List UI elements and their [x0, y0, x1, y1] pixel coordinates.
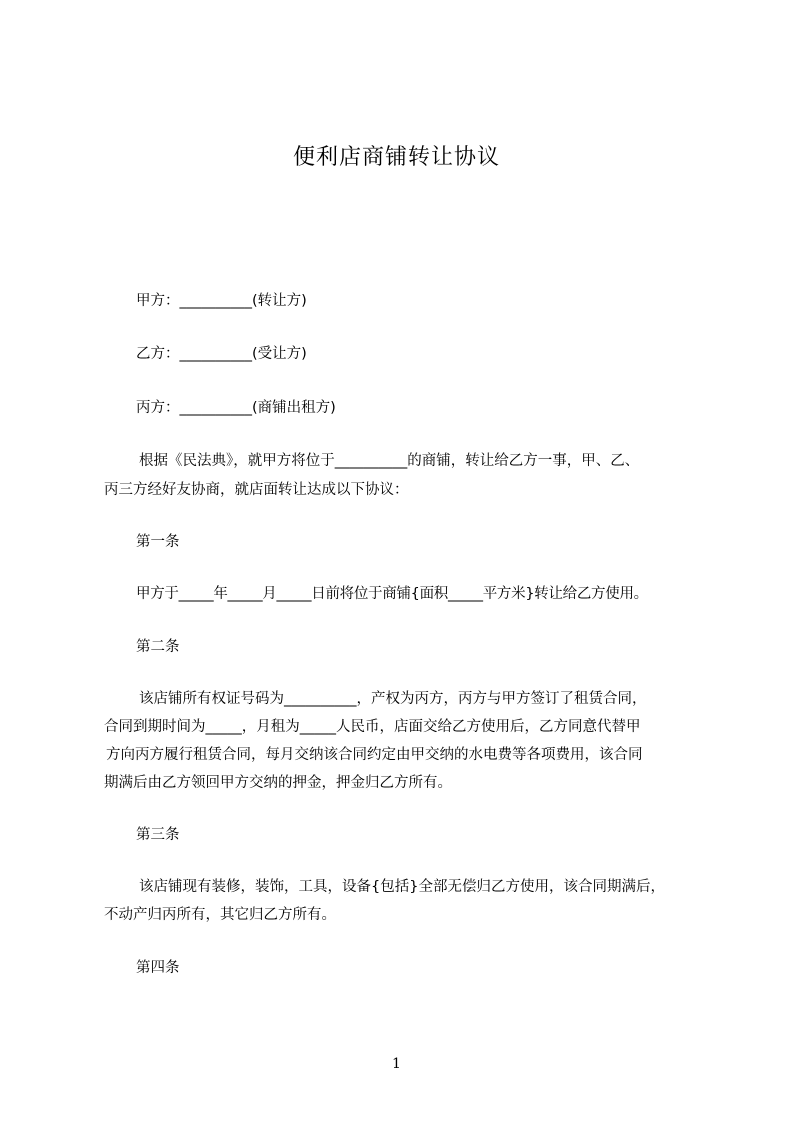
article-2-heading: 第二条 — [136, 639, 180, 655]
article-3-text: 不动产归丙所有，其它归乙方所有。 — [104, 907, 336, 923]
article-3-text: 该店铺现有装修，装饰，工具，设备{包括}全部无偿归乙方使用，该合同期满后， — [139, 879, 665, 895]
document-title: 便利店商铺转让协议 — [292, 145, 500, 170]
party-c-line: 丙方：__________(商铺出租方) — [136, 400, 336, 416]
article-3-heading: 第三条 — [136, 827, 180, 843]
intro-line: 丙三方经好友协商，就店面转让达成以下协议： — [104, 482, 409, 498]
page-number: 1 — [392, 1056, 401, 1072]
article-4-heading: 第四条 — [136, 960, 180, 976]
article-1-text: 甲方于_____年_____月_____日前将位于商铺{面积_____平方米}转让给乙方使用。 — [136, 586, 648, 602]
article-1-heading: 第一条 — [136, 534, 180, 550]
article-2-text: 该店铺所有权证号码为__________，产权为丙方，丙方与甲方签订了租赁合同， — [139, 691, 647, 707]
article-2-text: 方向丙方履行租赁合同，每月交纳该合同约定由甲交纳的水电费等各项费用，该合同 — [106, 747, 643, 763]
article-2-text: 期满后由乙方领回甲方交纳的押金，押金归乙方所有。 — [104, 775, 452, 791]
intro-line: 根据《民法典》，就甲方将位于__________的商铺，转让给乙方一事，甲、乙、 — [139, 453, 640, 469]
article-2-text: 合同到期时间为_____，月租为_____人民币，店面交给乙方使用后，乙方同意代替甲 — [104, 719, 641, 735]
party-b-line: 乙方：__________(受让方) — [136, 346, 307, 362]
party-a-line: 甲方：__________(转让方) — [136, 293, 307, 309]
